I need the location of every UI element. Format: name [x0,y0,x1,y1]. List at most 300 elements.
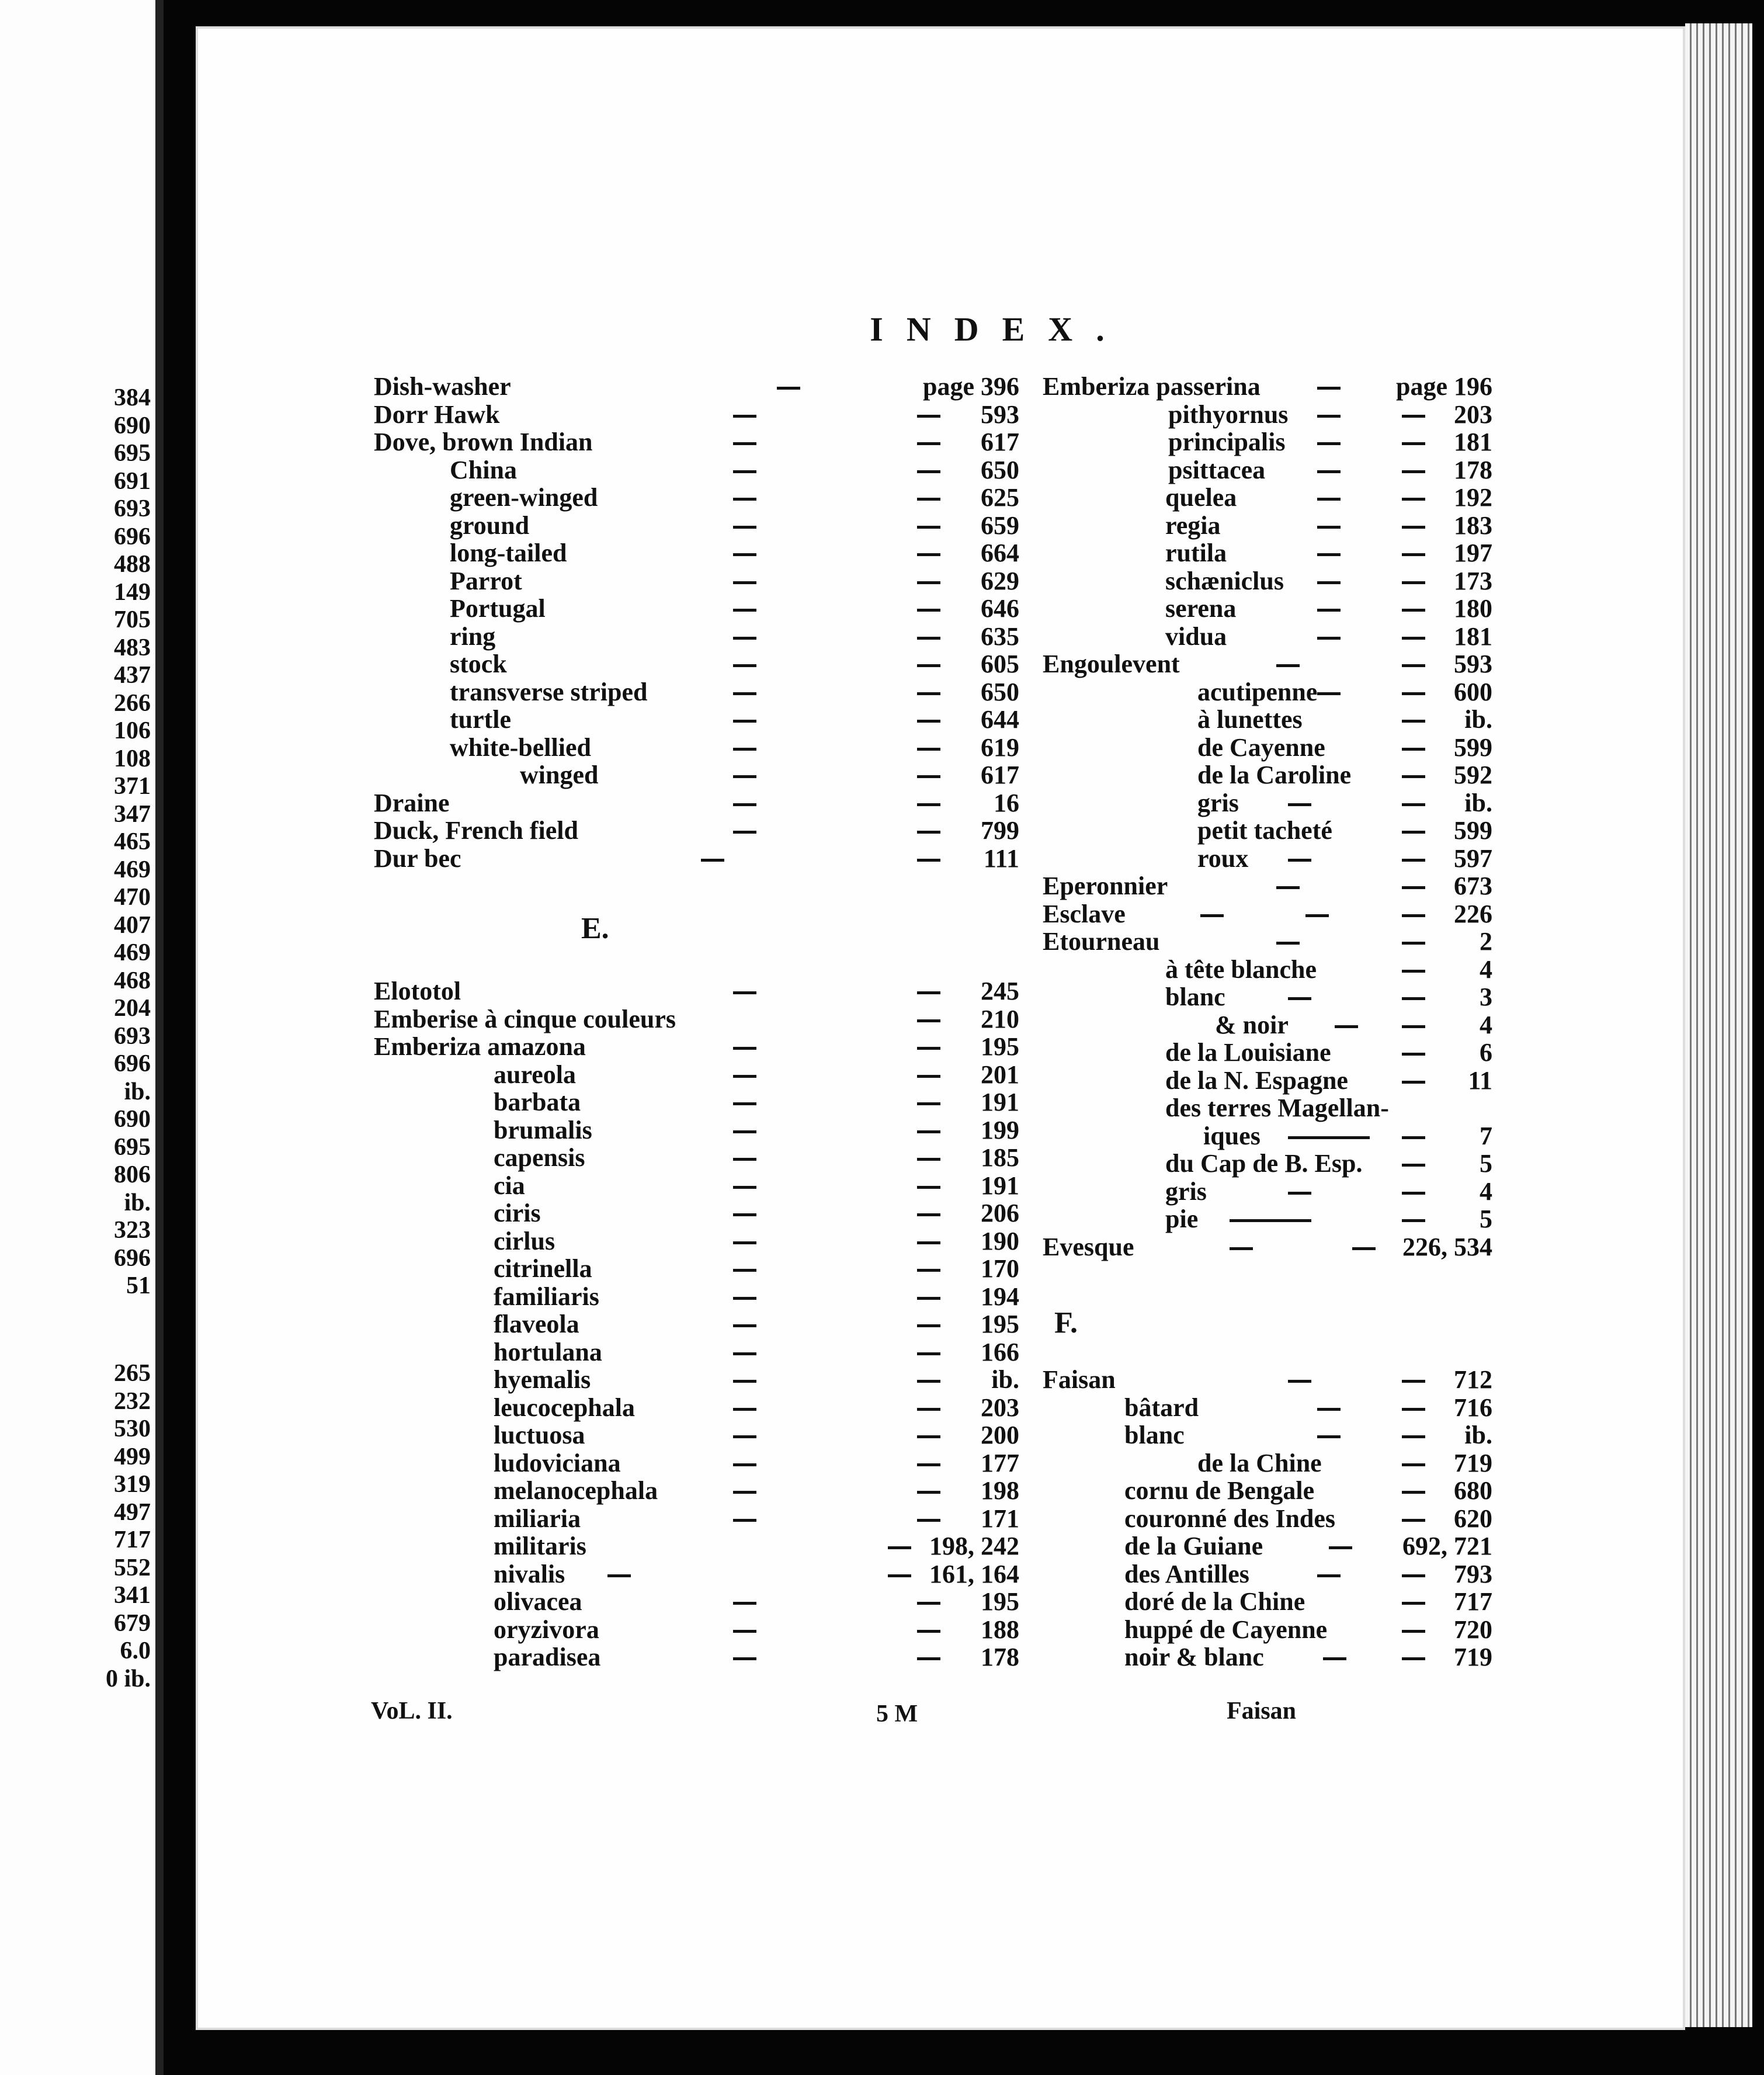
entry-label: barbata [494,1088,581,1116]
index-entry [1124,1478,1492,1506]
leader-dash [917,692,940,695]
previous-page-number: 690 [114,1106,151,1133]
entry-label: acutipenne [1197,678,1318,706]
previous-page-number: 469 [114,939,151,966]
entry-label: Etourneau [1043,927,1160,956]
entry-page: 171 [981,1504,1019,1533]
entry-page: 720 [1454,1615,1492,1644]
index-entry [1043,1367,1492,1395]
previous-page-number: 705 [114,606,151,633]
index-entry [450,707,1019,735]
index-entry [494,1478,1019,1506]
entry-label: rutila [1165,539,1227,567]
leader-dash [1402,997,1425,1000]
leader-dash [733,1435,756,1438]
leader-dash [917,720,940,723]
entry-page: 599 [1454,733,1492,762]
leader-dash [733,748,756,751]
index-entry [520,762,1019,790]
leader-dash [1317,609,1341,612]
entry-label: brumalis [494,1116,592,1144]
leader-dash [1288,997,1311,1000]
entry-label: des Antilles [1124,1560,1249,1588]
index-entry [1197,846,1492,874]
entry-label: regia [1165,511,1221,540]
index-entry [450,485,1019,513]
leader-dash [1276,664,1300,667]
leader-dash [1288,1136,1370,1139]
index-entry [1124,1562,1492,1590]
entry-label: nivalis [494,1560,565,1588]
previous-page-number: 232 [114,1388,151,1415]
previous-page-number: 483 [114,634,151,661]
leader-dash [1402,1435,1425,1438]
leader-dash [733,1602,756,1605]
entry-page: 5 [1480,1205,1492,1233]
leader-dash [917,581,940,584]
entry-label: Evesque [1043,1233,1134,1261]
entry-label: Engoulevent [1043,650,1180,678]
entry-page: 226 [1454,900,1492,928]
leader-dash [917,1047,940,1050]
previous-page-number: 497 [114,1499,151,1526]
index-entry [374,1007,1019,1035]
entry-page: 635 [981,622,1019,651]
leader-dash [917,859,940,862]
entry-label: blanc [1165,983,1225,1011]
leader-dash [917,1130,940,1133]
entry-page: 3 [1480,983,1492,1011]
previous-page-number: 696 [114,523,151,550]
entry-label: noir & blanc [1124,1643,1264,1671]
leader-dash [1288,803,1311,806]
index-entry [494,1422,1019,1451]
entry-label: China [450,456,517,484]
leader-dash [733,775,756,778]
leader-dash [1402,1519,1425,1522]
entry-page: 793 [1454,1560,1492,1588]
leader-dash [917,1602,940,1605]
leader-dash [917,1102,940,1105]
leader-dash [1288,859,1311,862]
leader-dash [917,470,940,473]
entry-page: 161, 164 [929,1560,1019,1588]
entry-label: de la Louisiane [1165,1038,1331,1067]
entry-page: 5 [1480,1149,1492,1178]
entry-label: des terres Magellan- [1165,1094,1389,1122]
leader-dash [917,748,940,751]
leader-dash [1402,1602,1425,1605]
index-entry [494,1145,1019,1173]
entry-page: 195 [981,1587,1019,1616]
index-entry [374,429,1019,457]
index-entry [1165,1040,1492,1068]
leader-dash [1317,581,1341,584]
leader-dash [917,1324,940,1327]
leader-dash [1402,1630,1425,1633]
index-entry [494,1256,1019,1284]
entry-label: Portugal [450,594,546,623]
index-entry [494,1118,1019,1146]
entry-page: 680 [1454,1476,1492,1505]
index-entry [1165,1095,1492,1123]
leader-dash [917,664,940,667]
entry-page: 192 [1454,483,1492,512]
index-entry [1043,901,1492,929]
leader-dash [1323,1657,1346,1660]
entry-label: gris [1165,1177,1207,1206]
entry-page: 11 [1468,1066,1492,1095]
section-heading-e: E. [581,912,609,945]
index-entry [1168,429,1492,457]
leader-dash [1317,415,1341,418]
entry-label: quelea [1165,483,1237,512]
index-entry [374,790,1019,818]
entry-page: 629 [981,567,1019,595]
entry-label: à lunettes [1197,705,1303,734]
index-entry [494,1062,1019,1090]
entry-page: 650 [981,678,1019,706]
leader-dash [1317,526,1341,529]
entry-label: Parrot [450,567,522,595]
entry-page: 195 [981,1310,1019,1338]
entry-label: cornu de Bengale [1124,1476,1315,1505]
leader-dash [917,1380,940,1383]
entry-page: 197 [1454,539,1492,567]
entry-page: 181 [1454,428,1492,456]
page-title: INDEX. [870,310,1128,348]
entry-page: 194 [981,1282,1019,1311]
entry-label: Eperonnier [1043,872,1168,900]
index-entry [1165,513,1492,541]
footer-signature: 5 M [876,1701,918,1727]
previous-page-number: 530 [114,1415,151,1442]
index-entry [1165,1151,1492,1179]
index-page [196,26,1685,2030]
entry-page: 188 [981,1615,1019,1644]
index-entry [494,1506,1019,1534]
leader-dash [733,1158,756,1161]
index-entry [1168,457,1492,485]
leader-dash [733,1297,756,1300]
leader-dash [733,553,756,556]
leader-dash [733,1130,756,1133]
previous-page-number: 347 [114,801,151,828]
previous-page-number: 691 [114,468,151,495]
leader-dash [888,1574,911,1577]
entry-page: 4 [1480,1011,1492,1039]
leader-dash [1402,637,1425,640]
entry-label: paradisea [494,1643,601,1671]
entry-label: Dish-washer [374,372,511,401]
index-entry [1124,1533,1492,1562]
entry-page: 716 [1454,1393,1492,1422]
entry-label: transverse striped [450,678,648,706]
leader-dash [917,1463,940,1466]
previous-page-number: 149 [114,579,151,606]
leader-dash [1402,1192,1425,1195]
entry-label: Dove, brown Indian [374,428,593,456]
entry-page: 198, 242 [929,1532,1019,1560]
leader-dash [1402,442,1425,445]
leader-dash [1402,914,1425,917]
previous-page-number: 319 [114,1471,151,1498]
entry-label: long-tailed [450,539,567,567]
leader-dash [733,498,756,501]
index-entry [1124,1617,1492,1645]
leader-dash [917,498,940,501]
leader-dash [1317,637,1341,640]
previous-page-number: 806 [114,1161,151,1188]
leader-dash [1317,387,1341,390]
leader-dash [1402,720,1425,723]
entry-page: 7 [1480,1122,1492,1150]
entry-page: 111 [983,844,1019,873]
previous-page-number: 266 [114,690,151,717]
leader-dash [733,1269,756,1272]
entry-label: iques [1203,1122,1261,1150]
entry-label: flaveola [494,1310,579,1338]
index-entry [494,1395,1019,1423]
leader-dash [733,637,756,640]
leader-dash [917,803,940,806]
leader-dash [733,831,756,834]
leader-dash [1402,775,1425,778]
entry-label: ciris [494,1199,541,1227]
entry-label: bâtard [1124,1393,1199,1422]
index-entry [1043,929,1492,957]
entry-page: 4 [1480,955,1492,984]
leader-dash [917,526,940,529]
entry-page: 619 [981,733,1019,762]
leader-dash [917,442,940,445]
leader-dash [1317,1408,1341,1411]
leader-dash [733,664,756,667]
entry-page: 181 [1454,622,1492,651]
leader-dash [733,692,756,695]
leader-dash [1402,692,1425,695]
section-heading-f: F. [1054,1306,1078,1340]
previous-page-number: 693 [114,1023,151,1050]
entry-label: gris [1197,789,1239,817]
previous-page-number: 695 [114,440,151,467]
index-entry [450,457,1019,485]
footer-catchword: Faisan [1227,1698,1297,1724]
entry-label: pie [1165,1205,1199,1233]
leader-dash [1230,1247,1253,1250]
leader-dash [1402,1574,1425,1577]
entry-label: doré de la Chine [1124,1587,1305,1616]
entry-page: 644 [981,705,1019,734]
entry-page: 190 [981,1227,1019,1255]
leader-dash [733,1408,756,1411]
previous-page-number: 341 [114,1582,151,1609]
leader-dash [917,1435,940,1438]
leader-dash [733,1657,756,1660]
leader-dash [917,1019,940,1022]
index-entry [450,679,1019,707]
leader-dash [733,415,756,418]
leader-dash [888,1546,911,1549]
entry-label: Emberiza amazona [374,1032,586,1061]
entry-label: Draine [374,789,450,817]
leader-dash [1402,415,1425,418]
previous-page-number: 323 [114,1217,151,1244]
entry-label: de Cayenne [1197,733,1325,762]
entry-page: 226, 534 [1402,1233,1492,1261]
leader-dash [1317,442,1341,445]
leader-dash [733,1519,756,1522]
previous-page-number: 696 [114,1245,151,1272]
entry-label: huppé de Cayenne [1124,1615,1328,1644]
previous-page-number: 437 [114,662,151,689]
entry-label: turtle [450,705,512,734]
leader-dash [733,526,756,529]
previous-page-number: 371 [114,773,151,800]
leader-dash [1402,1380,1425,1383]
entry-page: 178 [981,1643,1019,1671]
leader-dash [733,1075,756,1078]
index-entry [1124,1422,1492,1451]
leader-dash [917,1075,940,1078]
leader-dash [917,991,940,994]
entry-page: 597 [1454,844,1492,873]
entry-page: 593 [981,400,1019,429]
leader-dash [1402,1219,1425,1222]
previous-page-number: 499 [114,1444,151,1470]
leader-dash [917,831,940,834]
index-entry [1043,1234,1492,1262]
previous-page-number: 384 [114,384,151,411]
leader-dash [917,1269,940,1272]
index-entry [1165,596,1492,624]
leader-dash [917,1186,940,1189]
previous-page-number: 488 [114,551,151,578]
index-entry [1197,818,1492,846]
leader-dash [1317,692,1341,695]
previous-page-number: 204 [114,995,151,1022]
entry-label: luctuosa [494,1421,585,1449]
index-entry [1043,374,1492,402]
previous-page-number: 0 ib. [105,1665,151,1692]
leader-dash [1402,1053,1425,1056]
entry-label: green-winged [450,483,598,512]
entry-page: 200 [981,1421,1019,1449]
entry-page: 620 [1454,1504,1492,1533]
entry-label: ludoviciana [494,1449,621,1477]
entry-page: 198 [981,1476,1019,1505]
index-entry [1197,707,1492,735]
entry-page: 717 [1454,1587,1492,1616]
entry-page: ib. [1464,705,1492,734]
entry-page: 178 [1454,456,1492,484]
leader-dash [1402,609,1425,612]
entry-label: de la Caroline [1197,761,1352,789]
leader-dash [917,1352,940,1355]
entry-label: cirlus [494,1227,555,1255]
index-entry [374,374,1019,402]
previous-page-number: 552 [114,1554,151,1581]
index-entry [374,402,1019,430]
entry-label: hyemalis [494,1365,591,1394]
index-entry [1165,485,1492,513]
index-entry [1165,984,1492,1012]
entry-page: 4 [1480,1177,1492,1206]
leader-dash [917,637,940,640]
index-entry [1197,762,1492,790]
entry-page: 180 [1454,594,1492,623]
entry-page: 719 [1454,1643,1492,1671]
entry-page: 177 [981,1449,1019,1477]
previous-page-number: 717 [114,1526,151,1553]
entry-page: 617 [981,428,1019,456]
entry-label: principalis [1168,428,1286,456]
entry-page: 600 [1454,678,1492,706]
leader-dash [733,1213,756,1216]
entry-label: du Cap de B. Esp. [1165,1149,1363,1178]
leader-dash [733,1463,756,1466]
index-entry [494,1533,1019,1562]
entry-page: 625 [981,483,1019,512]
leader-dash [733,470,756,473]
index-entry [374,978,1019,1007]
index-entry [374,1034,1019,1062]
entry-page: 173 [1454,567,1492,595]
index-entry [1124,1644,1492,1673]
entry-page: ib. [1464,789,1492,817]
leader-dash [1200,914,1224,917]
entry-label: capensis [494,1143,585,1172]
leader-dash [733,1186,756,1189]
index-entry [494,1451,1019,1479]
index-entry [1168,402,1492,430]
entry-page: 203 [981,1393,1019,1422]
entry-label: petit tacheté [1197,816,1332,845]
index-entry [450,735,1019,763]
previous-page-number: 465 [114,828,151,855]
entry-label: pithyornus [1168,400,1289,429]
leader-dash [917,1297,940,1300]
entry-page: 191 [981,1088,1019,1116]
leader-dash [1276,942,1300,945]
entry-label: Emberiza passerina [1043,372,1261,401]
index-entry [374,846,1019,874]
entry-page: 599 [1454,816,1492,845]
previous-page-number: 470 [114,884,151,911]
index-entry [450,513,1019,541]
entry-label: Faisan [1043,1365,1116,1394]
entry-label: hortulana [494,1338,602,1366]
entry-page: 210 [981,1005,1019,1033]
leader-dash [1317,470,1341,473]
entry-label: cia [494,1171,525,1200]
leader-dash [1402,831,1425,834]
leader-dash [733,609,756,612]
leader-dash [733,1352,756,1355]
leader-dash [733,1491,756,1494]
index-entry [494,1562,1019,1590]
entry-label: Duck, French field [374,816,578,845]
previous-page-number: 679 [114,1610,151,1637]
leader-dash [1402,1463,1425,1466]
entry-page: 191 [981,1171,1019,1200]
entry-label: miliaria [494,1504,581,1533]
entry-page: 16 [994,789,1019,817]
leader-dash [917,609,940,612]
index-entry [1043,873,1492,901]
leader-dash [701,859,724,862]
leader-dash [1288,1192,1311,1195]
